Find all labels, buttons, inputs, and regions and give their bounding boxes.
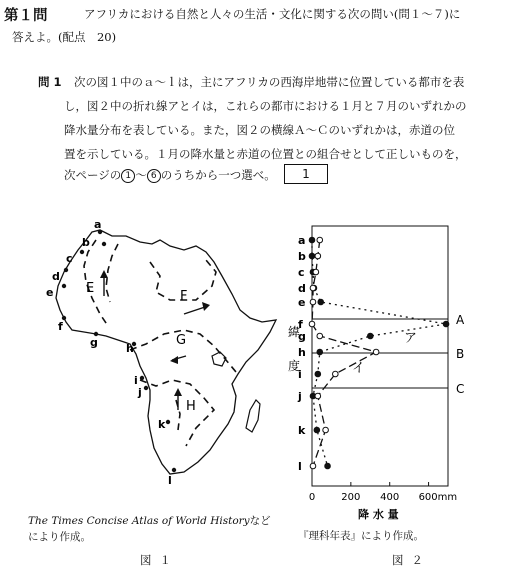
map-region-label-F: F — [180, 289, 188, 304]
choice-last-circle: 6 — [147, 169, 161, 183]
map-city-label-j: j — [138, 386, 142, 399]
chart-xtick-label-2: 400 — [380, 492, 400, 503]
chart-row-label-l: l — [298, 460, 302, 473]
question-line-2: し，図２中の折れ線アとイは，これらの都市における１月と７月のいずれかの — [64, 99, 467, 113]
figure1-source-italic: The Times Concise Atlas of World History — [28, 515, 250, 527]
question-label: 問 1 — [38, 75, 62, 89]
chart-series-1-point-k — [323, 427, 329, 433]
chart-series-1-point-h — [373, 349, 379, 355]
chart-y-title-0: 緯 — [288, 325, 301, 339]
figure1-source-rest: など — [249, 515, 271, 527]
chart-y-title-1: 度 — [288, 359, 301, 373]
chart-row-label-k: k — [298, 424, 306, 437]
map-city-label-e: e — [46, 286, 54, 299]
map-city-label-i: i — [134, 374, 138, 387]
chart-row-label-i: i — [298, 368, 302, 381]
map-city-label-l: l — [168, 474, 172, 487]
chart-series-1-point-j — [315, 393, 321, 399]
choice-first-circle: 1 — [121, 169, 135, 183]
chart-row-label-e: e — [298, 296, 306, 309]
chart-series-1-point-a — [317, 237, 323, 243]
question-line-5-after: のうちから一つ選べ。 — [160, 168, 276, 182]
chart-line-label-B: B — [456, 347, 465, 361]
chart-row-label-j: j — [298, 390, 302, 403]
chart-series-0-point-l — [325, 463, 331, 469]
chart-series-1-point-b — [315, 253, 321, 259]
map-city-label-f: f — [58, 320, 63, 333]
chart-row-label-f: f — [298, 318, 303, 331]
chart-xtick-label-0: 0 — [308, 492, 316, 503]
figure1-source — [28, 513, 298, 545]
answer-box[interactable]: 1 — [284, 164, 328, 184]
map-city-label-a: a — [94, 218, 102, 231]
chart-series-0-point-g — [367, 333, 373, 339]
chart-line-label-A: A — [456, 313, 465, 327]
chart-row-label-d: d — [298, 282, 306, 295]
chart-series-1-point-l — [310, 463, 316, 469]
chart-xtick-label-3: 600mm — [418, 492, 458, 503]
figure1-source-line2: により作成。 — [28, 531, 91, 543]
chart-line-label-C: C — [456, 382, 465, 396]
chart-series-0-point-i — [315, 371, 321, 377]
chart-series-1-point-g — [317, 333, 323, 339]
intro-text-line2: 答えよ。(配点 20) — [12, 30, 117, 44]
question-line-1: 次の図１中のａ～ｌは，主にアフリカの西海岸地帯に位置している都市を表 — [74, 75, 465, 89]
chart-x-title: 降 水 量 — [358, 508, 399, 521]
question-line-4: 置を示している。１月の降水量と赤道の位置との組合せとして正しいものを， — [64, 147, 467, 161]
chart-series-1-point-d — [310, 285, 316, 291]
map-city-label-k: k — [158, 418, 166, 431]
map-region-label-E: E — [86, 281, 95, 296]
map-city-label-g: g — [90, 336, 98, 349]
chart-series-label-0: ア — [404, 331, 418, 346]
question-number: 第１問 — [4, 8, 48, 24]
map-city-label-c: c — [66, 252, 73, 265]
chart-series-0-point-a — [309, 237, 315, 243]
map-region-label-H: H — [186, 399, 196, 414]
chart-series-1-point-e — [310, 299, 316, 305]
question-line-3: 降水量分布を表している。また，図２の横線Ａ～Ｃのいずれかは，赤道の位 — [64, 123, 455, 137]
chart-series-1-point-i — [333, 371, 339, 377]
figure1-label: 図１ — [140, 553, 179, 567]
chart-row-label-g: g — [298, 330, 306, 343]
chart-row-label-h: h — [298, 346, 306, 359]
figure2-source: 『理科年表』により作成。 — [298, 530, 424, 542]
chart-row-label-b: b — [298, 250, 306, 263]
chart-series-1-point-f — [309, 321, 315, 327]
chart-series-0-point-h — [317, 349, 323, 355]
chart-series-1-point-c — [313, 269, 319, 275]
chart-series-0-point-k — [314, 427, 320, 433]
question-line-5-before: 次ページの — [64, 168, 122, 182]
chart-series-0-point-b — [309, 253, 315, 259]
map-city-label-h: h — [126, 342, 134, 355]
chart-series-label-1: イ — [352, 361, 366, 376]
map-city-label-b: b — [82, 236, 90, 249]
chart-frame — [312, 226, 448, 486]
chart-series-0-point-f — [443, 321, 449, 327]
chart-xtick-label-1: 200 — [341, 492, 361, 503]
intro-text-line1: アフリカにおける自然と人々の生活・文化に関する次の問い(問１～７)に — [84, 7, 461, 21]
map-region-label-G: G — [176, 333, 187, 348]
choice-separator: ～ — [135, 168, 147, 182]
figure2-label: 図２ — [392, 553, 431, 567]
chart-row-label-c: c — [298, 266, 305, 279]
map-city-label-d: d — [52, 270, 60, 283]
chart-row-label-a: a — [298, 234, 306, 247]
chart-series-0-point-e — [318, 299, 324, 305]
